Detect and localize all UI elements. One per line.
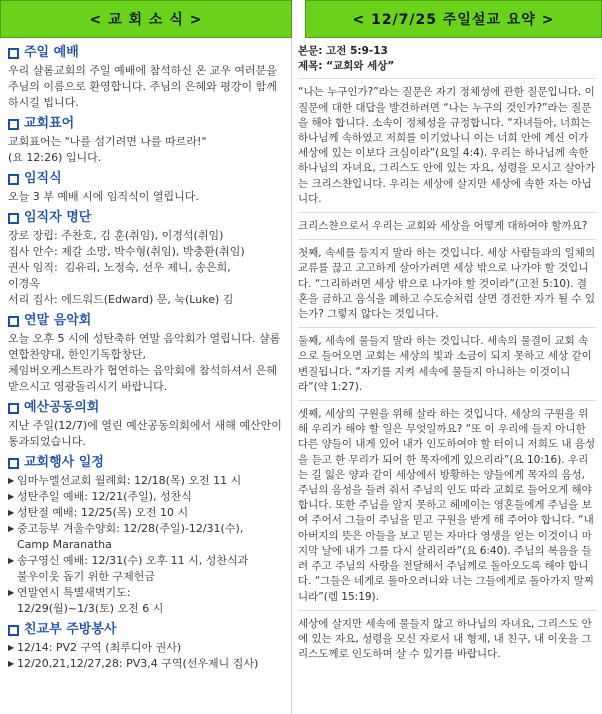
square-bullet-icon (8, 213, 19, 224)
section-title: 연말 음악회 (24, 313, 92, 328)
list-item: ▶ 12/14: PV2 구역 (최루디아 권사) (8, 641, 182, 654)
square-bullet-icon (8, 119, 19, 130)
square-bullet-icon (8, 174, 19, 185)
square-bullet-icon (8, 625, 19, 636)
section-kitchen-service (8, 621, 288, 672)
square-bullet-icon (8, 403, 19, 414)
section-title: 주일 예배 (24, 45, 79, 60)
sermon-paragraph: “나는 누구인가?”라는 질문은 자기 정체성에 관한 질문입니다. 이 질문에 대한 대답을 발견하려면 “나는 누구의 것인가?”라는 질문을 해야 합니다. 소속이 정체성을 규정합니다. “자녀들아, 너희는 하나님께 속하였고 저희를 이기었나니 이는 너희 안에 계신 이가 세상에 있는 이보다 크심이라”(요일 4:4). 우리는 하나님께 속한 하나님의 자녀요, 그리스도 안에 있는 자요, 성령을 모시고 살아가는 크리스챤입니다. 우리는 세상에 살지만 세상에 속한 자는 아닙니다. (298, 85, 596, 213)
list-item: ▶ 12/20,21,12/27,28: PV3,4 구역(선우제니 집사) (8, 657, 259, 670)
sermon-paragraph: 셋째, 세상의 구원을 위해 살라 하는 것입니다. 세상의 구원을 위해 우리가 해야 할 일은 무엇일까요? “또 이 우리에 들지 아니한 다른 양들이 내게 있어 내가 인도하여야 할 터이니 저희도 내 음성을 듣고 한 무리가 되어 한 목자에게 있으리라”(요 10:16). 우리는 길 잃은 양과 같이 세상에서 방황하는 양들에게 목자의 음성, 주님의 음성을 들려 줘서 주님의 인도 따라 교회로 들어오게 해야 합니다. 또한 주님을 알지 못하고 헤메이는 영혼들에게 주님을 보여 주어서 그들이 주님을 믿고 구원을 받게 해 주어야 합니다. “내 아버지의 뜻은 아들을 보고 믿는 자마다 영생을 얻는 이것이니 마지막 날에 내가 그를 다시 살리리라”(요 6:40). 주님의 복음을 들려 주고 주님의 사랑을 전달해서 주님께로 돌아오도록 해야 합니다. “그들은 네게로 돌아오려니와 너는 그들에게로 돌아가지 말찌니라”(렘 15:19). (298, 407, 596, 611)
triangle-bullet-icon: ▶ (8, 524, 15, 533)
section-ordained-list (8, 209, 288, 308)
section-title: 예산공동의회 (24, 400, 100, 415)
square-bullet-icon (8, 48, 19, 59)
kitchen-list (8, 640, 288, 672)
sermon-paragraph: 둘째, 세속에 물들지 말라 하는 것입니다. 세속의 물결이 교회 속으로 들어오면 교회는 세상의 빛과 소금이 되지 못하고 세상 같이 변질됩니다. “자기를 지켜 세속에 물들지 아니하는 이것이니라”(약 1:27). (298, 334, 596, 401)
square-bullet-icon (8, 316, 19, 327)
triangle-bullet-icon: ▶ (8, 588, 15, 597)
section-body: 지난 주일(12/7)에 열린 예산공동의회에서 새해 예산안이 통과되었습니다. (8, 419, 286, 448)
list-item: ▶ 송구영신 예배: 12/31(수) 오후 11 시, 성찬식과 불우이웃 돕기 위한 구제헌금 (8, 554, 249, 583)
section-concert (8, 312, 288, 395)
section-title: 임직식 (24, 171, 62, 186)
event-list (8, 473, 288, 617)
section-title: 임직자 명단 (24, 210, 92, 225)
section-body: 우리 샬롬교회의 주일 예배에 참석하신 온 교우 여러분을 주님의 이름으로 환영합니다. 주님의 은혜와 평강이 함께 하시길 빕니다. (8, 64, 281, 109)
list-item: ▶ 성탄절 예배: 12/25(목) 오전 10 시 (8, 506, 189, 519)
sermon-scripture: 본문: 고전 5:9-13 (298, 45, 388, 57)
triangle-bullet-icon: ▶ (8, 659, 15, 668)
section-worship (8, 44, 288, 111)
section-motto (8, 115, 288, 166)
page-header (0, 0, 602, 38)
section-body: 교회표어는 "나를 섬기려면 나를 따르라!" (요 12:26) 입니다. (8, 135, 207, 164)
list-item: ▶ 성탄주일 예배: 12/21(주일), 성찬식 (8, 490, 192, 503)
section-title: 교회행사 일정 (24, 455, 104, 470)
sermon-summary-header: < 12/7/25 주일설교 요약 > (305, 0, 602, 38)
section-title: 친교부 주방봉사 (24, 622, 117, 637)
church-news-column (8, 44, 288, 676)
section-ordination (8, 170, 288, 205)
sermon-paragraph: 세상에 살지만 세속에 물들지 않고 하나님의 자녀요, 그리스도 안에 있는 자요, 성령을 모신 자로서 내 형제, 내 친구, 내 이웃을 그리스도께로 인도하며 살 수 있기를 바랍니다. (298, 617, 592, 661)
list-item: ▶ 중고등부 겨울수양회: 12/28(주일)-12/31(수), Camp Maranatha (8, 522, 244, 551)
section-title: 교회표어 (24, 116, 75, 131)
sermon-meta (298, 44, 596, 79)
column-divider (291, 38, 292, 714)
section-body: 장로 장립: 주찬호, 김 훈(취임), 이경석(취임) 집사 안수: 제갈 소망, 박수형(취임), 박충환(취임) 권사 임직: 김유리, 노정숙, 선우 제니, 송은희, 이경옥 서리 집사: 에드워드(Edward) 문, 눅(Luke) 김 (8, 229, 245, 306)
triangle-bullet-icon: ▶ (8, 556, 15, 565)
triangle-bullet-icon: ▶ (8, 492, 15, 501)
list-item: ▶ 연말연시 특별새벽기도: 12/29(월)~1/3(토) 오전 6 시 (8, 586, 164, 615)
section-events (8, 454, 288, 617)
sermon-title: 제목: “교회와 세상” (298, 60, 395, 73)
sermon-paragraph: 크리스챤으로서 우리는 교회와 세상을 어떻게 대하여야 할까요? (298, 219, 596, 240)
triangle-bullet-icon: ▶ (8, 476, 15, 485)
triangle-bullet-icon: ▶ (8, 643, 15, 652)
church-news-header: < 교 회 소 식 > (0, 0, 292, 38)
list-item: ▶ 임마누엘선교회 월례회: 12/18(목) 오전 11 시 (8, 474, 242, 487)
sermon-summary-column (298, 44, 599, 667)
square-bullet-icon (8, 458, 19, 469)
triangle-bullet-icon: ▶ (8, 508, 15, 517)
sermon-paragraph: 첫째, 속세를 등지지 말라 하는 것입니다. 세상 사람들과의 일체의 교류를 끊고 고고하게 살아가려면 세상 밖으로 나가야 할 것입니다. “그리하려면 세상 밖으로 나가야 할 것이라”(고전 5:10). 결혼을 금하고 음식을 폐하고 수도승처럼 살면 경건한 자가 될 수 있는가? 그렇지 않다는 것입니다. (298, 246, 596, 328)
section-body: 오늘 3 부 예배 시에 임직식이 열립니다. (8, 190, 199, 203)
section-body: 오늘 오후 5 시에 성탄축하 연말 음악회가 열립니다. 샬롬연합찬양대, 한인기독합창단, 체임버오케스트라가 협연하는 음악회에 참석하셔서 은혜 받으시고 영광돌리시기 바랍니다. (8, 332, 281, 393)
section-budget (8, 399, 288, 450)
